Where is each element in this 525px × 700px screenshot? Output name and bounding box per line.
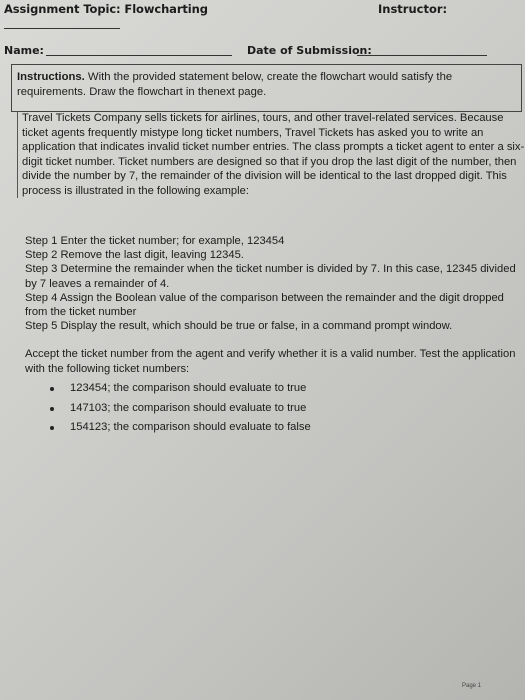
page-number: Page 1 (462, 683, 482, 689)
test-case-text: 154123; the comparison should evaluate to false (70, 421, 311, 433)
step-item: Step 1 Enter the ticket number; for example, 123454 (25, 235, 285, 247)
bullet-icon (50, 387, 54, 391)
instructions-body: With the provided statement below, create the flowchart would satisfy the requirements. Draw the flowchart in thenext page. (17, 71, 453, 98)
date-of-submission-label: Date of Submission: (247, 44, 372, 57)
date-field-line (357, 55, 487, 56)
accept-paragraph: Accept the ticket number from the agent and verify whether it is a valid number. Test the application with the following ticket numbers: (25, 348, 516, 375)
assignment-topic: Assignment Topic: Flowcharting (4, 2, 208, 16)
list-item (50, 399, 490, 419)
topic-underline (4, 28, 120, 29)
test-case-text: 123454; the comparison should evaluate to true (70, 382, 307, 394)
bullet-icon (50, 407, 54, 411)
test-cases-list (50, 379, 490, 438)
instructions-label: Instructions. (17, 71, 85, 83)
document-header (0, 0, 525, 34)
name-label: Name: (4, 44, 44, 57)
test-case-text: 147103; the comparison should evaluate to true (70, 401, 307, 414)
list-item (50, 418, 490, 438)
intro-paragraph: Travel Tickets Company sells tickets for airlines, tours, and other travel-related services. Because ticket agents frequently mistype long ticket numbers, Travel Tickets has asked you to write an application that indicates invalid ticket number entries. The class prompts a ticket agent to enter a six-digit ticket number. Ticket numbers are designed so that if you drop the last digit of the number, then divide the number by 7, the remainder of the division will be identical to the last dropped digit. This process is illustrated in the following example: (22, 112, 525, 197)
step-item: Step 2 Remove the last digit, leaving 12345. (25, 249, 244, 262)
problem-statement (17, 111, 525, 198)
instructor-label: Instructor: (378, 2, 448, 16)
name-field-line (46, 55, 232, 56)
instructions-text (17, 70, 519, 100)
step-item: Step 5 Display the result, which should be true or false, in a command prompt window. (25, 320, 453, 333)
bullet-icon (50, 426, 54, 430)
step-item: Step 3 Determine the remainder when the ticket number is divided by 7. In this case, 12345 divided by 7 leaves a remainder of 4. (25, 263, 516, 290)
list-item (50, 379, 490, 399)
step-item: Step 4 Assign the Boolean value of the comparison between the remainder and the digit dropped from the ticket number (25, 291, 504, 319)
steps-list (25, 234, 521, 333)
